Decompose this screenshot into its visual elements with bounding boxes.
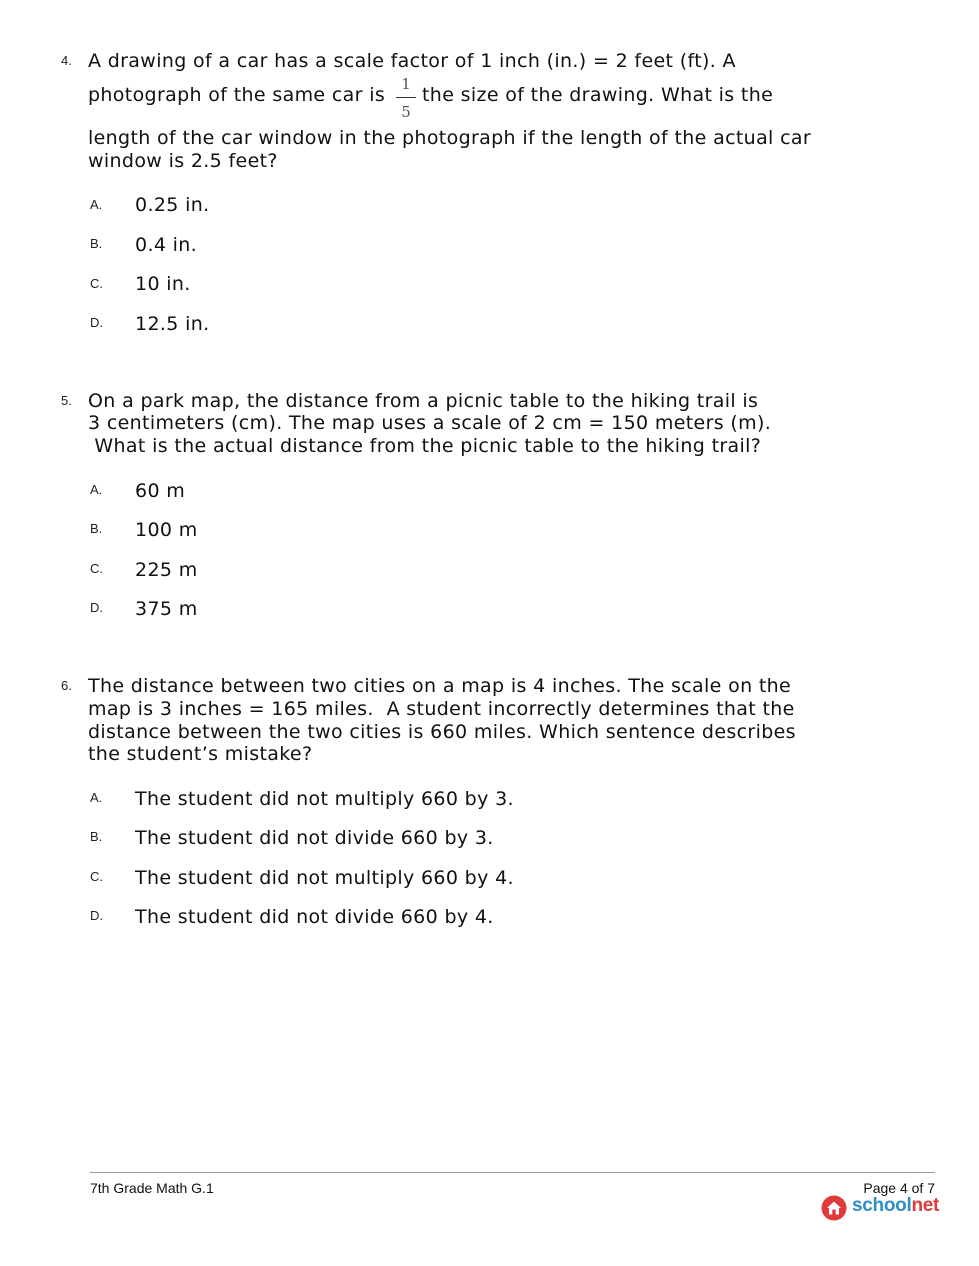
schoolnet-logo <box>821 1194 940 1222</box>
question-text-line: 3 centimeters (cm). The map uses a scale of 2 cm = 150 meters (m). <box>88 412 772 434</box>
option-letter: C. <box>90 561 103 576</box>
question-text-line: the student’s mistake? <box>88 743 313 765</box>
footer-course-title: 7th Grade Math G.1 <box>90 1180 214 1196</box>
option-letter: A. <box>90 482 103 497</box>
question-number: 4. <box>61 53 72 68</box>
option-letter: C. <box>90 869 103 884</box>
fraction-numerator: 1 <box>401 75 411 93</box>
option-letter: B. <box>90 829 103 844</box>
question-text-line: A drawing of a car has a scale factor of 1 inch (in.) = 2 feet (ft). A <box>88 50 736 72</box>
option-text: 60 m <box>135 480 186 502</box>
option-letter: B. <box>90 236 103 251</box>
question-text-line: map is 3 inches = 165 miles. A student incorrectly determines that the <box>88 698 795 720</box>
question-text-line: photograph of the same car is <box>88 84 386 106</box>
option-text: The student did not divide 660 by 4. <box>135 906 494 928</box>
option-text: The student did not multiply 660 by 4. <box>135 867 514 889</box>
option-letter: A. <box>90 790 103 805</box>
question-text-line: window is 2.5 feet? <box>88 150 278 172</box>
option-letter: C. <box>90 276 103 291</box>
question-text-line: What is the actual distance from the picnic table to the hiking trail? <box>88 435 762 457</box>
question-text-line: the size of the drawing. What is the <box>422 84 774 106</box>
option-text: 100 m <box>135 519 198 541</box>
option-letter: D. <box>90 315 103 330</box>
question-text-line: length of the car window in the photograph if the length of the actual car <box>88 127 812 149</box>
question-number: 6. <box>61 678 72 693</box>
option-text: 12.5 in. <box>135 313 210 335</box>
question-text-line: On a park map, the distance from a picnic table to the hiking trail is <box>88 390 759 412</box>
option-text: 10 in. <box>135 273 191 295</box>
option-letter: D. <box>90 600 103 615</box>
question-text-line: The distance between two cities on a map is 4 inches. The scale on the <box>88 675 792 697</box>
option-text: The student did not divide 660 by 3. <box>135 827 494 849</box>
option-letter: B. <box>90 521 103 536</box>
footer-page-number: Page 4 of 7 <box>863 1180 935 1196</box>
option-text: The student did not multiply 660 by 3. <box>135 788 514 810</box>
option-text: 375 m <box>135 598 198 620</box>
option-text: 0.4 in. <box>135 234 198 256</box>
footer-divider <box>90 1172 935 1173</box>
fraction-bar <box>396 97 416 98</box>
question-number: 5. <box>61 393 72 408</box>
option-letter: D. <box>90 908 103 923</box>
fraction-denominator: 5 <box>401 103 411 121</box>
schoolnet-house-icon <box>821 1195 847 1221</box>
option-text: 0.25 in. <box>135 194 210 216</box>
question-text-line: distance between the two cities is 660 miles. Which sentence describes <box>88 721 796 743</box>
option-text: 225 m <box>135 559 198 581</box>
schoolnet-wordmark: schoolnet <box>852 1195 940 1216</box>
option-letter: A. <box>90 197 103 212</box>
